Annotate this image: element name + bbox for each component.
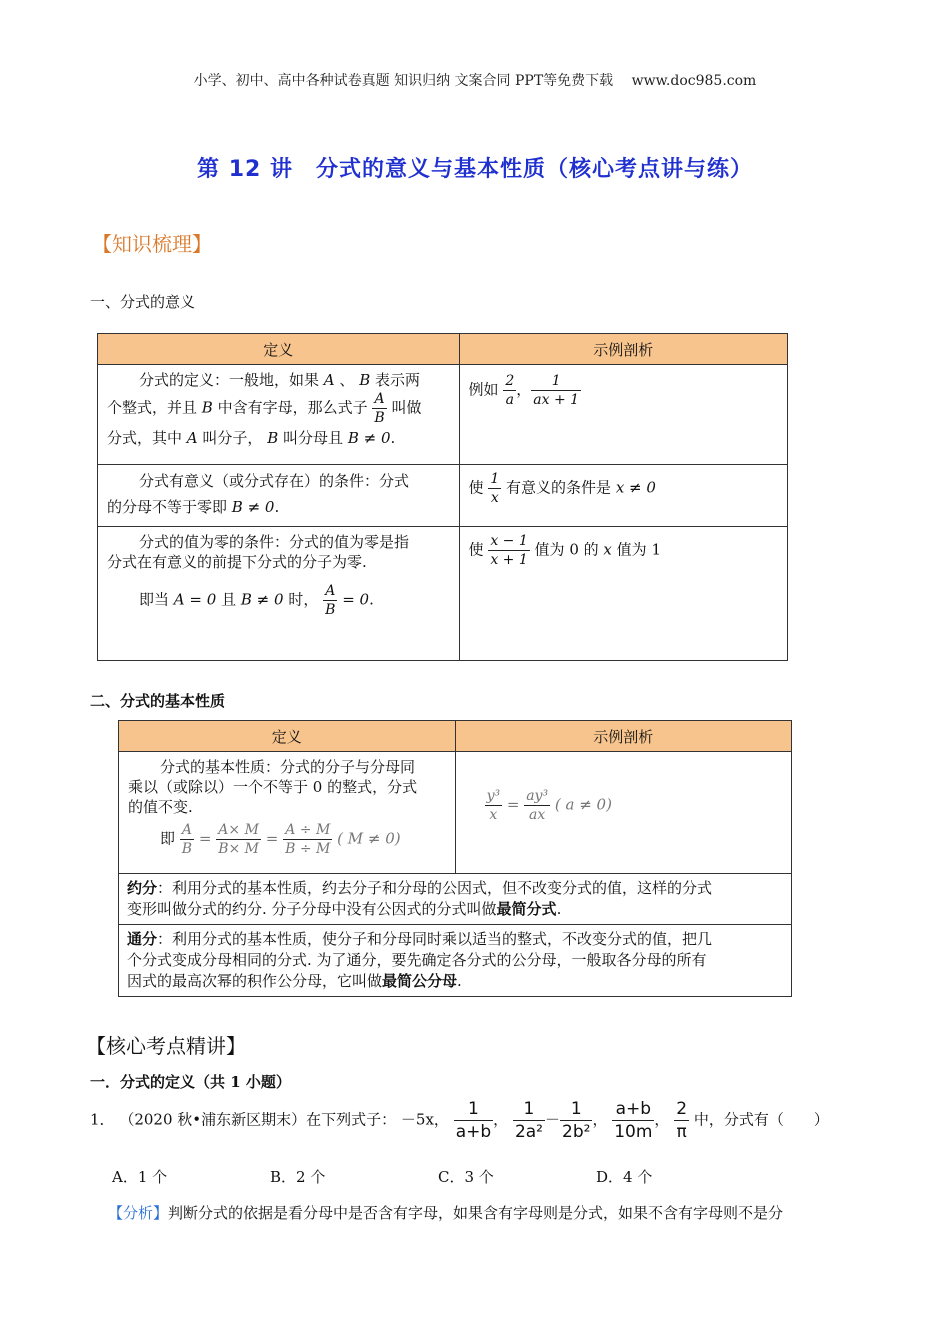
var-b: B	[359, 371, 371, 389]
property-example: $\frac{\text{y³}}{x}$ = $\frac{\text{ay³}}{ax}$ ( a ≠ 0)	[455, 752, 791, 874]
fraction-1-over-a-plus-b: $\frac{1}{a+b}$	[455, 1099, 492, 1142]
term-minus-5x: －5x，	[400, 1110, 449, 1129]
row1-text-3c: 叫分母且	[283, 429, 344, 447]
row2-ex-prefix: 使	[468, 478, 484, 497]
row2-text-2: 的分母不等于零即	[107, 498, 228, 516]
question-tail: 中，分式有（ ）	[693, 1110, 829, 1129]
section1-heading: 一、分式的意义	[90, 293, 196, 311]
fraction-1-over-2b2: $\frac{1}{\text{2b²}}$	[562, 1099, 591, 1142]
knowledge-heading: 【知识梳理】	[92, 232, 212, 256]
fraction-2-over-pi: $\frac{2}{\pi}$	[676, 1099, 688, 1142]
var-b-3: B	[267, 429, 279, 447]
tongfen-bold: 最简公分母	[382, 972, 458, 990]
col-header-example-2: 示例剖析	[455, 721, 791, 752]
row3-text-2: 分式在有意义的前提下分式的分子为零.	[107, 553, 367, 571]
row1-text-end: 表示两	[375, 371, 421, 389]
tongfen-text-2: 个分式变成分母相同的分式. 为了通分，要先确定各分式的公分母，一般取各分母的所有	[127, 951, 707, 969]
analysis-text: 判断分式的依据是看分母中是否含有字母，如果含有字母则是分式，如果不含有字母则不是分	[168, 1204, 784, 1222]
property-definition: 分式的基本性质：分式的分子与分母同 乘以（或除以）一个不等于 0 的整式，分式 的值不变. 即 $\frac{A}{B}$ = $\frac{A\times M}{B\times M}$ = $\frac{A \div M}{B \div M}$ ( M ≠ 0)	[119, 752, 456, 874]
var-a-2: A	[186, 429, 198, 447]
prop-text-1: 分式的基本性质：分式的分子与分母同	[160, 758, 416, 776]
tongfen-row	[119, 925, 792, 997]
fraction-am-bm: $\frac{A\times M}{B\times M}$	[218, 822, 260, 857]
tongfen-label: 通分	[127, 930, 158, 948]
fraction-1-over-2a2: $\frac{1}{\text{2a²}}$	[514, 1099, 543, 1142]
core-heading: 【核心考点精讲】	[86, 1034, 246, 1058]
option-a[interactable]: A．1 个	[112, 1168, 168, 1186]
page-title: 第 12 讲 分式的意义与基本性质（核心考点讲与练）	[197, 157, 753, 182]
fraction-a-over-b: $\frac{A}{B}$	[374, 391, 385, 426]
option-c[interactable]: C．3 个	[438, 1168, 494, 1186]
ex-cond: ( a ≠ 0)	[554, 795, 612, 814]
row1-definition: 分式的定义：一般地，如果 A 、 B 表示两 个整式，并且 B 中含有字母，那么式子 $\frac{A}{B}$ 叫做 分式，其中 A 叫分子， B 叫分母且 B ≠ 0.	[98, 365, 460, 465]
row3-ex-mid: 值为 0 的	[534, 540, 599, 559]
example-prefix: 例如	[468, 380, 499, 399]
fraction-a-over-b-2: $\frac{A}{B}$	[325, 583, 336, 618]
fraction-2-over-a: $\frac{2}{a}$	[505, 373, 515, 408]
comma: ，	[516, 380, 532, 399]
fraction-1-over-ax-plus-1: $\frac{1}{ax + 1}$	[533, 373, 580, 408]
row1-text-3b: 叫分子，	[202, 429, 263, 447]
property-table	[118, 720, 792, 997]
period-2: .	[457, 972, 462, 990]
row1-text: 分式的定义：一般地，如果	[139, 371, 320, 389]
fraction-y3-over-x: $\frac{\text{y³}}{x}$	[486, 788, 501, 823]
cond-b-nonzero: B ≠ 0	[347, 429, 391, 447]
row2-cond: B ≠ 0	[231, 498, 275, 516]
yuefen-row	[119, 874, 792, 925]
topic1-heading: 一．分式的定义（共 1 小题）	[90, 1073, 291, 1091]
row3-definition: 分式的值为零的条件：分式的值为零是指 分式在有意义的前提下分式的分子为零. 即当 A = 0 且 B ≠ 0 时， $\frac{A}{B}$ = 0.	[98, 527, 460, 661]
question-number: 1．	[90, 1110, 115, 1129]
row3-text-3b: 且	[221, 590, 237, 609]
tongfen-text-3: 因式的最高次幂的积作公分母，它叫做	[127, 972, 383, 990]
row1-text-3a: 分式，其中	[107, 429, 183, 447]
row2-example	[459, 465, 787, 527]
yuefen-label: 约分	[127, 879, 158, 897]
definition-table	[97, 333, 788, 661]
row3-text-3a: 即当	[139, 590, 170, 609]
row1-text-2b: 中含有字母，那么式子	[217, 398, 368, 417]
fraction-ay3-over-ax: $\frac{\text{ay³}}{ax}$	[526, 788, 549, 823]
row1-example	[459, 365, 787, 465]
var-b-2: B	[201, 398, 213, 417]
fraction-1-over-x: $\frac{1}{x}$	[490, 471, 500, 506]
question-source: （2020 秋•浦东新区期末）在下列式子：	[119, 1110, 397, 1129]
row3-example	[459, 527, 787, 661]
row3-ex-var: x	[603, 540, 612, 559]
fraction-x-minus-1-over-x-plus-1: $\frac{x - 1}{x + 1}$	[490, 533, 528, 568]
analysis	[108, 1202, 783, 1223]
col-header-definition: 定义	[98, 334, 460, 365]
row3-ex-end: 值为 1	[616, 540, 661, 559]
row1-text-2c: 叫做	[391, 398, 422, 417]
cond-b-nonzero-2: B ≠ 0	[240, 590, 284, 609]
row1-text-2a: 个整式，并且	[107, 398, 198, 417]
cond-a-zero: A = 0	[173, 590, 217, 609]
prop-ji: 即	[160, 829, 176, 848]
row3-text-1: 分式的值为零的条件：分式的值为零是指	[139, 533, 410, 551]
row2-ex-cond: x ≠ 0	[615, 478, 656, 497]
prop-cond: ( M ≠ 0)	[337, 829, 401, 848]
equals-zero: = 0	[342, 590, 370, 609]
tongfen-text-1: ：利用分式的基本性质，使分子和分母同时乘以适当的整式，不改变分式的值，把几	[157, 930, 713, 948]
yuefen-bold: 最简分式	[496, 900, 557, 918]
prop-text-3: 的值不变.	[128, 798, 193, 816]
yuefen-text-1: ：利用分式的基本性质，约去分子和分母的公因式，但不改变分式的值，这样的分式	[157, 879, 713, 897]
row2-text-1: 分式有意义（或分式存在）的条件：分式	[139, 472, 410, 490]
page-header: 小学、初中、高中各种试卷真题 知识归纳 文案合同 PPT等免费下载 www.doc985.com	[193, 73, 757, 89]
option-b[interactable]: B．2 个	[270, 1168, 326, 1186]
row2-definition: 分式有意义（或分式存在）的条件：分式 的分母不等于零即 B ≠ 0.	[98, 465, 460, 527]
row2-ex-mid: 有意义的条件是	[506, 478, 612, 497]
period: .	[556, 900, 562, 918]
separator: 、	[339, 371, 355, 389]
question-1: 1． （2020 秋•浦东新区期末）在下列式子： －5x， $\frac{1}{a+b}$ ， $\frac{1}{\text{2a²}}$ － $\frac{1}{\text{2b²}}$ ， $\frac{a+b}{10m}$ ， $\frac{2}{\pi}$ 中，分式有（ ）	[90, 1099, 829, 1142]
fraction-a-div-m: $\frac{A \div M}{B \div M}$	[285, 822, 331, 857]
row3-ex-prefix: 使	[468, 540, 484, 559]
minus-sign: －	[545, 1110, 561, 1129]
var-a: A	[323, 371, 335, 389]
col-header-example: 示例剖析	[459, 334, 787, 365]
yuefen-text-2: 变形叫做分式的约分. 分子分母中没有公因式的分式叫做	[127, 900, 497, 918]
fraction-a-b: $\frac{A}{B}$	[181, 822, 193, 857]
col-header-definition-2: 定义	[119, 721, 456, 752]
analysis-label: 【分析】	[108, 1204, 169, 1222]
fraction-a-plus-b-over-10m: $\frac{a+b}{10m}$	[614, 1099, 653, 1142]
option-d[interactable]: D．4 个	[596, 1168, 653, 1186]
row3-text-3c: 时，	[288, 590, 319, 609]
prop-text-2: 乘以（或除以）一个不等于 0 的整式，分式	[128, 778, 418, 796]
section2-heading: 二、分式的基本性质	[90, 692, 226, 710]
